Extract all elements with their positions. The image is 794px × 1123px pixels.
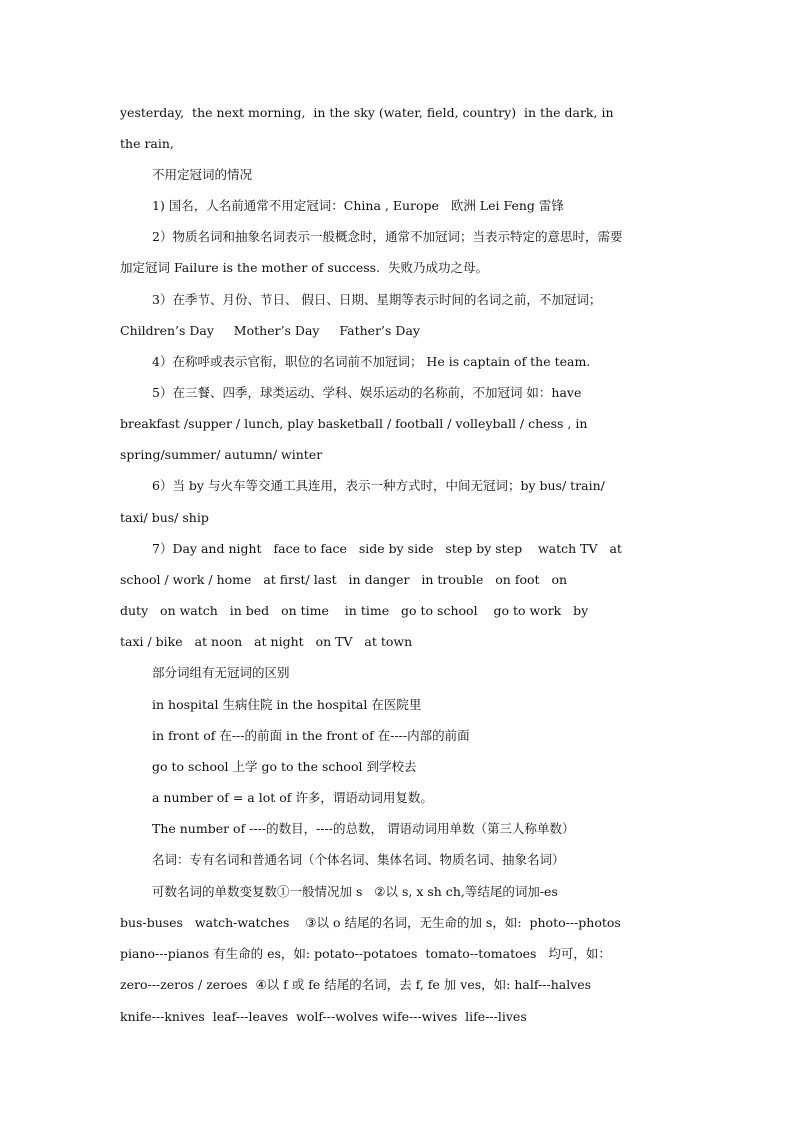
text-line: bus-buses watch-watches ③以 o 结尾的名词，无生命的加 s，如: photo---photos (120, 915, 621, 930)
text-line: 4）在称呼或表示官衔，职位的名词前不加冠词； He is captain of the team. (152, 354, 591, 369)
text-line: duty on watch in bed on time in time go to school go to work by (120, 603, 589, 618)
text-line: yesterday, the next morning, in the sky (water, field, country) in the dark, in (120, 105, 614, 120)
text-line: a number of = a lot of 许多，谓语动词用复数。 (152, 790, 433, 805)
text-line: piano---pianos 有生命的 es，如: potato--potatoes tomato--tomatoes 均可，如： (120, 946, 611, 961)
text-line: 加定冠词 Failure is the mother of success. 失败乃成功之母。 (120, 260, 489, 275)
text-line: zero---zeros / zeroes ④以 f 或 fe 结尾的名词，去 f, fe 加 ves，如: half---halves (120, 977, 592, 992)
text-line: 5）在三餐、四季，球类运动、学科、娱乐运动的名称前，不加冠词 如：have (152, 385, 582, 400)
text-line: 7）Day and night face to face side by side step by step watch TV at (152, 541, 622, 556)
section-heading: 部分词组有无冠词的区别 (152, 665, 290, 680)
text-line: taxi / bike at noon at night on TV at town (120, 634, 413, 649)
section-heading: 不用定冠词的情况 (152, 167, 253, 182)
text-line: 2）物质名词和抽象名词表示一般概念时，通常不加冠词；当表示特定的意思时，需要 (152, 229, 623, 244)
text-line: 3）在季节、月份、节日、 假日、日期、星期等表示时间的名词之前，不加冠词； (152, 292, 602, 307)
text-line: 6）当 by 与火车等交通工具连用，表示一种方式时，中间无冠词；by bus/ train/ (152, 478, 605, 493)
text-line: 1) 国名，人名前通常不用定冠词：China , Europe 欧洲 Lei Feng 雷锋 (152, 198, 564, 213)
text-line: in front of 在---的前面 in the front of 在----内部的前面 (152, 728, 470, 743)
text-line: go to school 上学 go to the school 到学校去 (152, 759, 417, 774)
text-line: The number of ----的数目，----的总数， 谓语动词用单数（第三人称单数） (152, 821, 575, 836)
text-line: in hospital 生病住院 in the hospital 在医院里 (152, 697, 422, 712)
text-line: school / work / home at first/ last in danger in trouble on foot on (120, 572, 568, 587)
text-line: knife---knives leaf---leaves wolf---wolves wife---wives life---lives (120, 1009, 527, 1024)
text-line: 名词：专有名词和普通名词（个体名词、集体名词、物质名词、抽象名词） (152, 852, 565, 867)
text-line: breakfast /supper / lunch, play basketball / football / volleyball / chess , in (120, 416, 588, 431)
text-line: Children’s Day Mother’s Day Father’s Day (120, 323, 420, 338)
text-line: taxi/ bus/ ship (120, 510, 209, 525)
text-line: 可数名词的单数变复数①一般情况加 s ②以 s, x sh ch,等结尾的词加-es (152, 884, 558, 899)
text-line: spring/summer/ autumn/ winter (120, 447, 323, 462)
text-line: the rain, (120, 136, 174, 151)
